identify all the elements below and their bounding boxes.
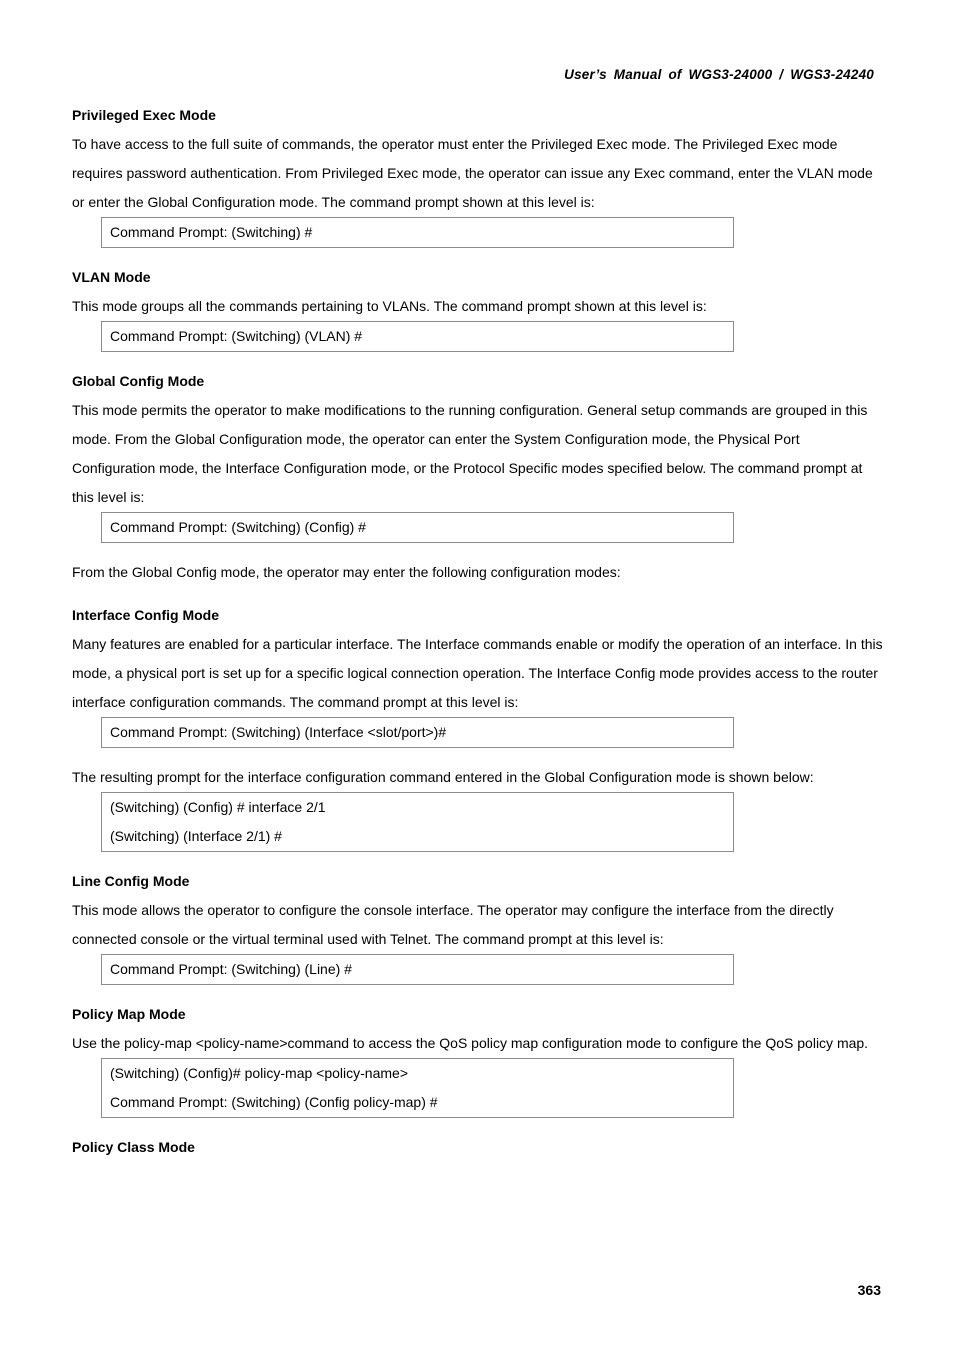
command-example-box xyxy=(101,1058,734,1118)
section-text-interface-followup: The resulting prompt for the interface configuration command entered in the Global Configuration mode is shown below: xyxy=(72,769,814,785)
section-text-vlan: This mode groups all the commands pertaining to VLANs. The command prompt shown at this level is: xyxy=(72,298,707,314)
command-example-line: (Switching) (Config)# policy-map <policy-name> xyxy=(110,1065,409,1081)
command-prompt-box xyxy=(101,717,734,748)
section-text-privileged-exec: To have access to the full suite of commands, the operator must enter the Privileged Exec mode. The Privileged Exec mode requires password authentication. From Privileged Exec mode, the operator can issue any Exec command, enter the VLAN mode or enter the Global Configuration mode. The command prompt shown at this level is: xyxy=(72,136,873,210)
section-text-interface-config: Many features are enabled for a particular interface. The Interface commands enable or modify the operation of an interface. In this mode, a physical port is set up for a specific logical connection operation. The Interface Config mode provides access to the router interface configuration commands. The command prompt at this level is: xyxy=(72,636,883,710)
section-heading-policy-class: Policy Class Mode xyxy=(72,1139,195,1155)
command-prompt-text: Command Prompt: (Switching) # xyxy=(110,224,313,240)
section-text-policy-map: Use the policy-map <policy-name>command to access the QoS policy map configuration mode to configure the QoS policy map. xyxy=(72,1035,869,1051)
command-example-line: (Switching) (Interface 2/1) # xyxy=(110,828,282,844)
page-content xyxy=(72,101,884,1162)
command-example-box xyxy=(101,792,734,852)
command-prompt-box xyxy=(101,512,734,543)
section-heading-global-config: Global Config Mode xyxy=(72,373,205,389)
command-prompt-box xyxy=(101,217,734,248)
command-prompt-text: Command Prompt: (Switching) (Config) # xyxy=(110,519,366,535)
command-prompt-box xyxy=(101,321,734,352)
section-heading-privileged-exec: Privileged Exec Mode xyxy=(72,107,216,123)
command-example-line: Command Prompt: (Switching) (Config policy-map) # xyxy=(110,1094,438,1110)
page-number: 363 xyxy=(857,1282,881,1298)
page-header: User’s Manual of WGS3-24000 / WGS3-24240 xyxy=(564,67,874,82)
section-heading-policy-map: Policy Map Mode xyxy=(72,1006,186,1022)
section-heading-line-config: Line Config Mode xyxy=(72,873,190,889)
section-text-global-config: This mode permits the operator to make modifications to the running configuration. General setup commands are grouped in this mode. From the Global Configuration mode, the operator can enter the System Configuration mode, the Physical Port Configuration mode, the Interface Configuration mode, or the Protocol Specific modes specified below. The command prompt at this level is: xyxy=(72,402,868,505)
section-heading-interface-config: Interface Config Mode xyxy=(72,607,220,623)
section-heading-vlan: VLAN Mode xyxy=(72,269,151,285)
command-example-line: (Switching) (Config) # interface 2/1 xyxy=(110,799,326,815)
command-prompt-text: Command Prompt: (Switching) (Line) # xyxy=(110,961,352,977)
section-text-line-config: This mode allows the operator to configure the console interface. The operator may configure the interface from the directly connected console or the virtual terminal used with Telnet. The command prompt at this level is: xyxy=(72,902,834,947)
command-prompt-text: Command Prompt: (Switching) (Interface <slot/port>)# xyxy=(110,724,447,740)
command-prompt-box xyxy=(101,954,734,985)
command-prompt-text: Command Prompt: (Switching) (VLAN) # xyxy=(110,328,363,344)
section-text-global-followup: From the Global Config mode, the operator may enter the following configuration modes: xyxy=(72,564,621,580)
